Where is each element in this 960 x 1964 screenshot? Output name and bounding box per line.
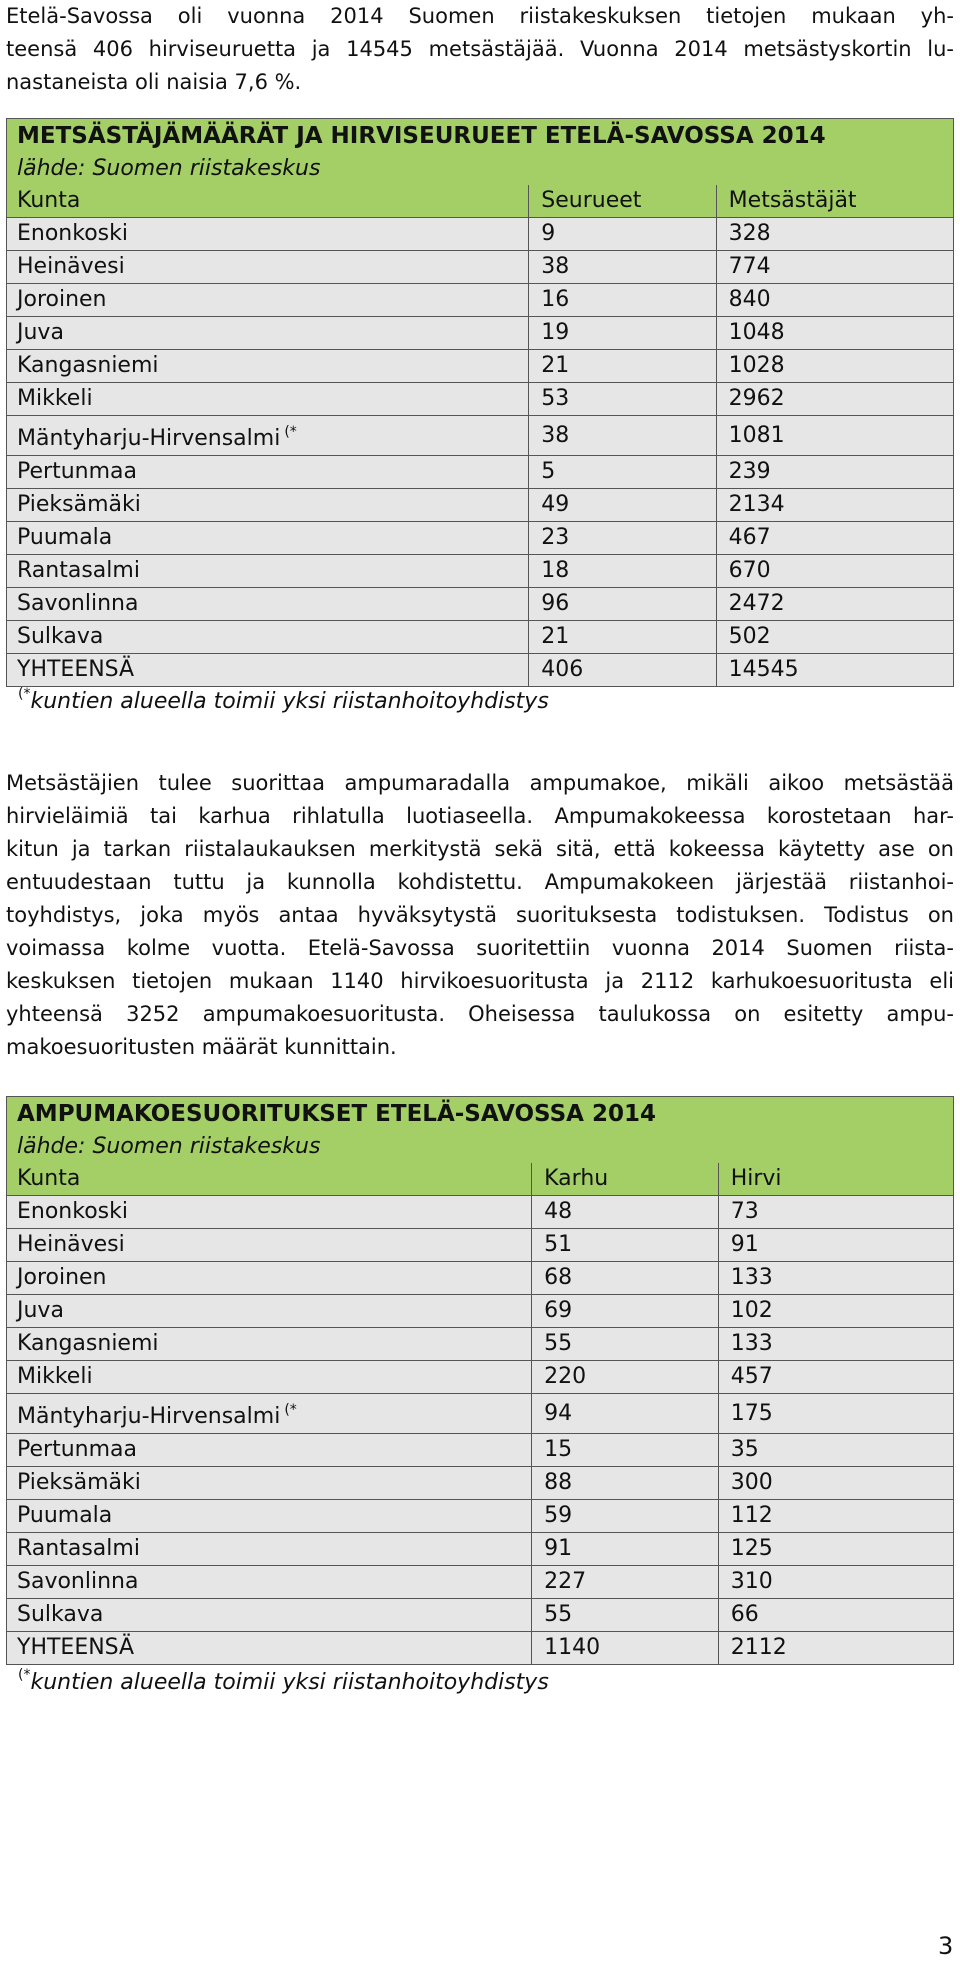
- text-line: keskuksen tietojen mukaan 1140 hirvikoesuoritusta ja 2112 karhukoesuoritusta eli: [6, 969, 954, 993]
- table-row: [7, 416, 954, 456]
- cell-value: 774: [716, 251, 953, 284]
- cell-municipality: Pertunmaa: [7, 456, 529, 489]
- table-row: [7, 522, 954, 555]
- cell-value: 239: [716, 456, 953, 489]
- table-row: [7, 621, 954, 654]
- column-header: Karhu: [532, 1163, 719, 1196]
- table-row: [7, 218, 954, 251]
- text-line: entuudestaan tuttu ja kunnolla kohdistettu. Ampumakokeen järjestää riistanhoi-: [6, 870, 954, 894]
- intro-paragraph: [6, 0, 954, 99]
- cell-value: 35: [718, 1434, 953, 1467]
- cell-value: 133: [718, 1328, 953, 1361]
- cell-value: 19: [529, 317, 716, 350]
- body-paragraph: [6, 767, 954, 1064]
- table-row: [7, 1500, 954, 1533]
- table-footnote: [18, 1661, 549, 1697]
- cell-municipality: Enonkoski: [7, 218, 529, 251]
- cell-value: 2472: [716, 588, 953, 621]
- cell-value: 23: [529, 522, 716, 555]
- cell-value: 102: [718, 1295, 953, 1328]
- footnote-marker: (*: [284, 1402, 297, 1418]
- cell-value: 5: [529, 456, 716, 489]
- cell-value: 300: [718, 1467, 953, 1500]
- table-row: [7, 489, 954, 522]
- table-row: [7, 1262, 954, 1295]
- cell-value: 73: [718, 1196, 953, 1229]
- cell-value: 96: [529, 588, 716, 621]
- cell-value: 48: [532, 1196, 719, 1229]
- cell-municipality: Juva: [7, 1295, 532, 1328]
- text-line: yhteensä 3252 ampumakoesuoritusta. Oheisessa taulukossa on esitetty ampu-: [6, 1002, 954, 1026]
- cell-value: 53: [529, 383, 716, 416]
- cell-municipality: [7, 416, 529, 456]
- table-total-row: [7, 1632, 954, 1665]
- cell-value: 1140: [532, 1632, 719, 1665]
- text-line: hirvieläimiä tai karhua rihlatulla luotiaseella. Ampumakokeessa korostetaan har-: [6, 804, 954, 828]
- cell-municipality: Joroinen: [7, 1262, 532, 1295]
- cell-value: 175: [718, 1394, 953, 1434]
- cell-value: 66: [718, 1599, 953, 1632]
- cell-value: 15: [532, 1434, 719, 1467]
- cell-municipality: Pieksämäki: [7, 489, 529, 522]
- cell-municipality: Heinävesi: [7, 251, 529, 284]
- cell-municipality: Puumala: [7, 1500, 532, 1533]
- footnote-marker: (*: [284, 424, 297, 440]
- table-row: [7, 251, 954, 284]
- cell-municipality: Mikkeli: [7, 383, 529, 416]
- table-title: METSÄSTÄJÄMÄÄRÄT JA HIRVISEURUEET ETELÄ-SAVOSSA 2014: [7, 119, 954, 154]
- cell-value: 68: [532, 1262, 719, 1295]
- cell-value: 310: [718, 1566, 953, 1599]
- cell-municipality: Sulkava: [7, 1599, 532, 1632]
- cell-municipality: Pertunmaa: [7, 1434, 532, 1467]
- cell-value: 502: [716, 621, 953, 654]
- table-source: lähde: Suomen riistakeskus: [7, 153, 954, 185]
- cell-value: 467: [716, 522, 953, 555]
- cell-value: 55: [532, 1599, 719, 1632]
- column-header: Hirvi: [718, 1163, 953, 1196]
- cell-municipality: Savonlinna: [7, 588, 529, 621]
- table-source: lähde: Suomen riistakeskus: [7, 1131, 954, 1163]
- cell-value: 38: [529, 416, 716, 456]
- cell-municipality: YHTEENSÄ: [7, 1632, 532, 1665]
- cell-value: 21: [529, 621, 716, 654]
- cell-value: 133: [718, 1262, 953, 1295]
- cell-value: 9: [529, 218, 716, 251]
- cell-municipality: [7, 1394, 532, 1434]
- cell-value: 220: [532, 1361, 719, 1394]
- cell-municipality: Puumala: [7, 522, 529, 555]
- cell-value: 59: [532, 1500, 719, 1533]
- table-row: [7, 1467, 954, 1500]
- table-row: [7, 1434, 954, 1467]
- table-row: [7, 1328, 954, 1361]
- table-row: [7, 350, 954, 383]
- cell-value: 91: [718, 1229, 953, 1262]
- cell-value: 94: [532, 1394, 719, 1434]
- table-row: [7, 588, 954, 621]
- cell-value: 21: [529, 350, 716, 383]
- cell-value: 2134: [716, 489, 953, 522]
- cell-value: 69: [532, 1295, 719, 1328]
- hunters-table: [6, 118, 954, 687]
- cell-municipality: Juva: [7, 317, 529, 350]
- cell-municipality: Kangasniemi: [7, 1328, 532, 1361]
- table-footnote: [18, 680, 549, 716]
- text-line: toyhdistys, joka myös antaa hyväksytystä suorituksesta todistuksen. Todistus on: [6, 903, 954, 927]
- cell-value: 49: [529, 489, 716, 522]
- column-header: Seurueet: [529, 185, 716, 218]
- text-line: makoesuoritusten määrät kunnittain.: [6, 1035, 397, 1059]
- cell-value: 1028: [716, 350, 953, 383]
- table-row: [7, 383, 954, 416]
- cell-value: 55: [532, 1328, 719, 1361]
- cell-municipality: Pieksämäki: [7, 1467, 532, 1500]
- cell-municipality: Rantasalmi: [7, 555, 529, 588]
- cell-value: 38: [529, 251, 716, 284]
- cell-municipality: Joroinen: [7, 284, 529, 317]
- cell-value: 16: [529, 284, 716, 317]
- shooting-tests-table: [6, 1096, 954, 1665]
- table-header-row: [7, 185, 954, 218]
- footnote-text: kuntien alueella toimii yksi riistanhoitoyhdistys: [30, 1670, 549, 1695]
- cell-value: 840: [716, 284, 953, 317]
- cell-value: 2962: [716, 383, 953, 416]
- table-row: [7, 1196, 954, 1229]
- text-line: kitun ja tarkan riistalaukauksen merkitystä sekä sitä, että kokeessa käytetty ase on: [6, 837, 954, 861]
- cell-value: 14545: [716, 654, 953, 687]
- cell-value: 328: [716, 218, 953, 251]
- text-line: Etelä-Savossa oli vuonna 2014 Suomen riistakeskuksen tietojen mukaan yh-: [6, 4, 954, 28]
- table-row: [7, 555, 954, 588]
- cell-value: 51: [532, 1229, 719, 1262]
- table-title: AMPUMAKOESUORITUKSET ETELÄ-SAVOSSA 2014: [7, 1097, 954, 1132]
- page-number: 3: [938, 1932, 954, 1960]
- cell-value: 406: [529, 654, 716, 687]
- municipality-name: Mäntyharju-Hirvensalmi: [17, 426, 281, 451]
- table-row: [7, 1295, 954, 1328]
- text-line: Metsästäjien tulee suorittaa ampumaradalla ampumakoe, mikäli aikoo metsästää: [6, 771, 954, 795]
- text-line: teensä 406 hirviseuruetta ja 14545 metsästäjää. Vuonna 2014 metsästyskortin lu-: [6, 37, 954, 61]
- cell-municipality: Sulkava: [7, 621, 529, 654]
- municipality-name: Mäntyharju-Hirvensalmi: [17, 1404, 281, 1429]
- column-header: Metsästäjät: [716, 185, 953, 218]
- cell-value: 2112: [718, 1632, 953, 1665]
- cell-municipality: Kangasniemi: [7, 350, 529, 383]
- cell-value: 88: [532, 1467, 719, 1500]
- cell-value: 227: [532, 1566, 719, 1599]
- table-row: [7, 1229, 954, 1262]
- cell-municipality: Rantasalmi: [7, 1533, 532, 1566]
- column-header: Kunta: [7, 185, 529, 218]
- cell-municipality: Savonlinna: [7, 1566, 532, 1599]
- table-row: [7, 1361, 954, 1394]
- table-header-row: [7, 1163, 954, 1196]
- cell-value: 670: [716, 555, 953, 588]
- table-row: [7, 456, 954, 489]
- cell-value: 1048: [716, 317, 953, 350]
- cell-value: 1081: [716, 416, 953, 456]
- cell-value: 125: [718, 1533, 953, 1566]
- table-row: [7, 284, 954, 317]
- table-row: [7, 1394, 954, 1434]
- table-row: [7, 1599, 954, 1632]
- text-line: nastaneista oli naisia 7,6 %.: [6, 70, 302, 94]
- cell-municipality: Heinävesi: [7, 1229, 532, 1262]
- cell-municipality: YHTEENSÄ: [7, 654, 529, 687]
- cell-value: 457: [718, 1361, 953, 1394]
- table-row: [7, 1566, 954, 1599]
- cell-value: 112: [718, 1500, 953, 1533]
- footnote-marker: (*: [18, 1667, 31, 1683]
- cell-municipality: Enonkoski: [7, 1196, 532, 1229]
- footnote-marker: (*: [18, 686, 31, 702]
- cell-value: 18: [529, 555, 716, 588]
- cell-value: 91: [532, 1533, 719, 1566]
- table-row: [7, 1533, 954, 1566]
- cell-municipality: Mikkeli: [7, 1361, 532, 1394]
- text-line: voimassa kolme vuotta. Etelä-Savossa suoritettiin vuonna 2014 Suomen riista-: [6, 936, 954, 960]
- column-header: Kunta: [7, 1163, 532, 1196]
- table-row: [7, 317, 954, 350]
- footnote-text: kuntien alueella toimii yksi riistanhoitoyhdistys: [30, 689, 549, 714]
